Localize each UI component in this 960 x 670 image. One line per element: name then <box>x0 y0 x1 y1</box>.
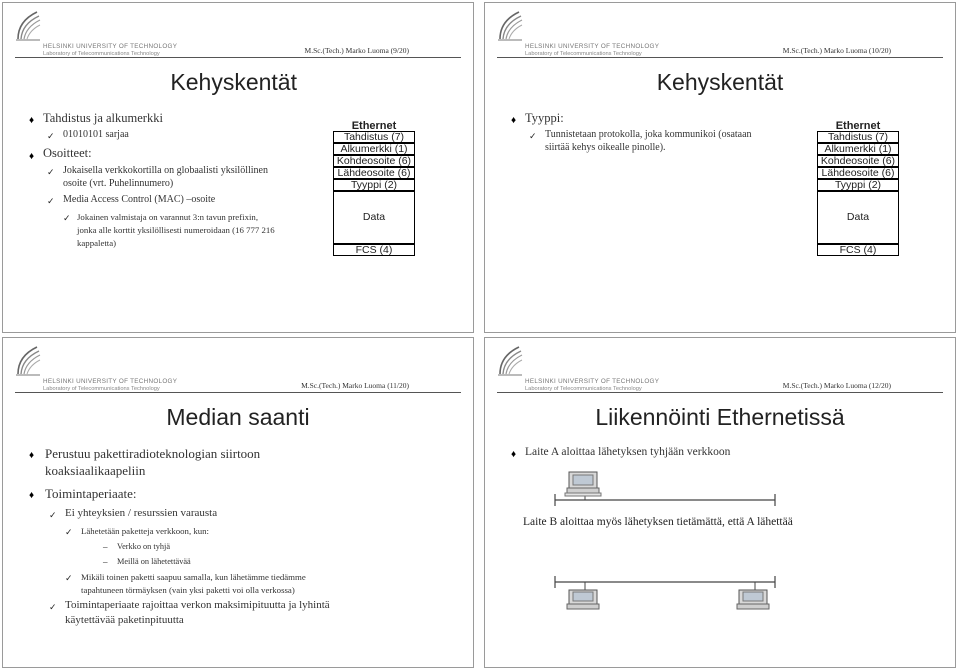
ethernet-frame-diagram <box>333 120 415 256</box>
bullet-text: Tyyppi: <box>525 111 564 125</box>
slide-title: Liikennöinti Ethernetissä <box>595 404 845 430</box>
computer-a-icon <box>565 472 601 496</box>
checkmark-icon: ✓ <box>63 213 71 223</box>
header-divider <box>497 392 943 393</box>
dash-item-text: Meillä on lähetettävää <box>117 557 191 566</box>
header-divider <box>15 57 461 58</box>
frame-field: Kohdeosoite (6) <box>333 155 415 167</box>
frame-fcs-field: FCS (4) <box>333 244 415 256</box>
caption-text: Laite B aloittaa myös lähetyksen tietämättä, että A lähettää <box>523 516 793 528</box>
logo-lab-name: Laboratory of Telecommunications Technology <box>43 51 160 57</box>
slide-11 <box>2 337 474 668</box>
computer-b-icon <box>737 590 769 609</box>
sub-bullet-text: 01010101 sarjaa <box>63 129 129 140</box>
bullet-text-cont: koaksiaalikaapeliin <box>45 463 146 478</box>
university-logo <box>497 9 667 55</box>
logo-university-name: HELSINKI UNIVERSITY OF TECHNOLOGY <box>525 378 660 385</box>
frame-data-field: Data <box>817 191 899 244</box>
sub-bullet-text: Media Access Control (MAC) –osoite <box>63 194 216 205</box>
university-logo <box>15 9 185 55</box>
university-logo <box>497 344 667 390</box>
sub-bullet-text: Tunnistetaan protokolla, joka kommunikoi (osataan <box>545 129 752 140</box>
computer-a-icon <box>567 590 599 609</box>
frame-field: Tahdistus (7) <box>817 131 899 143</box>
header-divider <box>497 57 943 58</box>
diamond-bullet-icon: ♦ <box>29 450 35 461</box>
logo-lab-name: Laboratory of Telecommunications Technology <box>525 386 642 392</box>
slide-credit: M.Sc.(Tech.) Marko Luoma (10/20) <box>782 46 891 55</box>
slide-credit: M.Sc.(Tech.) Marko Luoma (12/20) <box>782 381 891 390</box>
frame-field: Alkumerkki (1) <box>817 143 899 155</box>
logo-lab-name: Laboratory of Telecommunications Technology <box>525 51 642 57</box>
slide-12 <box>484 337 956 668</box>
sub-sub-bullet-text: Mikäli toinen paketti saapuu samalla, kun lähetämme tiedämme <box>81 572 306 582</box>
frame-header: Ethernet <box>351 120 397 132</box>
checkmark-icon: ✓ <box>47 196 55 206</box>
logo-university-name: HELSINKI UNIVERSITY OF TECHNOLOGY <box>525 43 660 50</box>
diamond-bullet-icon: ♦ <box>29 151 35 162</box>
bullet-text: Toimintaperiaate: <box>45 486 137 501</box>
ethernet-bus-diagram <box>525 464 825 612</box>
frame-field: Tahdistus (7) <box>333 131 415 143</box>
checkmark-icon: ✓ <box>529 131 537 141</box>
slide-10 <box>484 2 956 333</box>
frame-field: Lähdeosoite (6) <box>817 167 899 179</box>
checkmark-icon: ✓ <box>47 131 55 141</box>
frame-fcs-field: FCS (4) <box>817 244 899 256</box>
sub-sub-bullet-text-cont: tapahtuneen törmäyksen (vain yksi paketti voi olla verkossa) <box>81 585 295 595</box>
frame-field: Lähdeosoite (6) <box>333 167 415 179</box>
slide-title: Median saanti <box>166 404 310 430</box>
sub-bullet-text-cont: siirtää kehys oikealle pinolle). <box>545 142 666 153</box>
checkmark-icon: ✓ <box>47 167 55 177</box>
frame-field: Tyyppi (2) <box>817 179 899 191</box>
bullet-text: Osoitteet: <box>43 146 92 160</box>
ethernet-frame-diagram <box>817 120 899 256</box>
slide-title: Kehyskentät <box>656 69 784 95</box>
logo-university-name: HELSINKI UNIVERSITY OF TECHNOLOGY <box>43 378 178 385</box>
logo-wave-icon <box>497 344 523 378</box>
sub-sub-bullet-text: Jokainen valmistaja on varannut 3:n tavun prefixin, <box>77 212 259 222</box>
logo-wave-icon <box>497 9 523 43</box>
header-divider <box>15 392 461 393</box>
sub-sub-bullet-text-cont: kappaletta) <box>77 238 117 248</box>
checkmark-icon: ✓ <box>49 510 57 520</box>
sub-bullet-text-cont: osoite (vrt. Puhelinnumero) <box>63 178 174 189</box>
bullet-text: Perustuu pakettiradioteknologian siirtoon <box>45 446 261 461</box>
slide-credit: M.Sc.(Tech.) Marko Luoma (11/20) <box>301 381 409 390</box>
frame-field: Alkumerkki (1) <box>333 143 415 155</box>
logo-wave-icon <box>15 9 41 43</box>
slide-credit: M.Sc.(Tech.) Marko Luoma (9/20) <box>304 46 409 55</box>
checkmark-icon: ✓ <box>65 527 73 537</box>
dash-bullet-icon: – <box>103 542 108 552</box>
logo-wave-icon <box>15 344 41 378</box>
diamond-bullet-icon: ♦ <box>29 490 35 501</box>
checkmark-icon: ✓ <box>65 573 73 583</box>
sub-bullet-text: Jokaisella verkkokortilla on globaalisti yksilöllinen <box>63 165 268 176</box>
diamond-bullet-icon: ♦ <box>511 449 517 460</box>
diamond-bullet-icon: ♦ <box>29 115 35 126</box>
university-logo <box>15 344 185 390</box>
frame-field: Kohdeosoite (6) <box>817 155 899 167</box>
bullet-text: Tahdistus ja alkumerkki <box>43 111 163 125</box>
sub-sub-bullet-text-cont: jonka alle korttit yksilöllisesti numeroidaan (16 777 216 <box>77 225 275 235</box>
sub-bullet-text: Ei yhteyksien / resurssien varausta <box>65 507 218 519</box>
sub-bullet-text: Toimintaperiaate rajoittaa verkon maksimipituutta ja lyhintä <box>65 599 330 611</box>
logo-university-name: HELSINKI UNIVERSITY OF TECHNOLOGY <box>43 43 178 50</box>
dash-bullet-icon: – <box>103 557 108 567</box>
checkmark-icon: ✓ <box>49 602 57 612</box>
sub-sub-bullet-text: Lähetetään paketteja verkkoon, kun: <box>81 526 209 536</box>
bullet-text: Laite A aloittaa lähetyksen tyhjään verkkoon <box>525 446 731 458</box>
diamond-bullet-icon: ♦ <box>511 115 517 126</box>
frame-data-field: Data <box>333 191 415 244</box>
slide-9 <box>2 2 474 333</box>
dash-item-text: Verkko on tyhjä <box>117 542 170 551</box>
frame-header: Ethernet <box>835 120 881 132</box>
sub-bullet-text-cont: käytettävää paketinpituutta <box>65 614 184 626</box>
logo-lab-name: Laboratory of Telecommunications Technology <box>43 386 160 392</box>
frame-field: Tyyppi (2) <box>333 179 415 191</box>
slide-title: Kehyskentät <box>170 69 297 95</box>
